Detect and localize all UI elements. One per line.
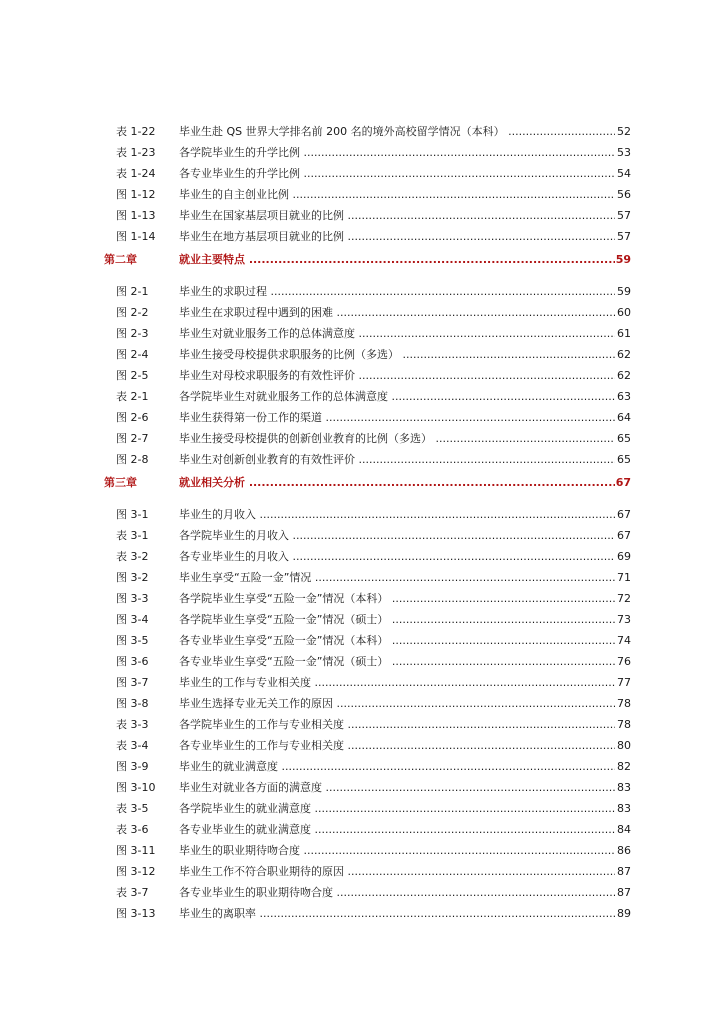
toc-entry-title: 各学院毕业生享受“五险一金”情况（硕士） .....	[179, 609, 615, 630]
toc-entry[interactable]	[0, 714, 724, 735]
toc-entry-title: 各专业毕业生的月收入 .....	[179, 546, 615, 567]
toc-entry-title: 各学院毕业生享受“五险一金”情况（本科） .....	[179, 588, 615, 609]
toc-entry-page: 61	[617, 327, 631, 340]
toc-entry-page: 69	[617, 550, 631, 563]
toc-entry-title: 各专业毕业生享受“五险一金”情况（硕士） .....	[179, 651, 615, 672]
toc-entry-label: 图 2-6	[116, 411, 149, 424]
toc-entry-page: 82	[617, 760, 631, 773]
toc-chapter-heading[interactable]	[0, 472, 724, 494]
toc-entry-page: 65	[617, 432, 631, 445]
toc-entry[interactable]	[0, 386, 724, 407]
toc-entry-page: 54	[617, 167, 631, 180]
toc-entry[interactable]	[0, 903, 724, 924]
toc-entry-label: 图 3-10	[116, 781, 156, 794]
toc-entry-title: 毕业生对就业各方面的满意度 .....	[179, 777, 615, 798]
toc-entry-title: 毕业生接受母校提供的创新创业教育的比例（多选） .....	[179, 428, 615, 449]
toc-entry[interactable]	[0, 121, 724, 142]
toc-entry-label: 图 3-3	[116, 592, 149, 605]
toc-entry[interactable]	[0, 449, 724, 470]
toc-entry[interactable]	[0, 205, 724, 226]
toc-entry-label: 图 3-5	[116, 634, 149, 647]
toc-entry-page: 86	[617, 844, 631, 857]
toc-entry-page: 60	[617, 306, 631, 319]
toc-entry[interactable]	[0, 735, 724, 756]
toc-entry-label: 表 3-1	[116, 529, 149, 542]
toc-entry-page: 72	[617, 592, 631, 605]
toc-entry-label: 图 3-8	[116, 697, 149, 710]
toc-entry-title: 各学院毕业生的就业满意度 .....	[179, 798, 615, 819]
toc-entry-title: 毕业生对就业服务工作的总体满意度 .....	[179, 323, 615, 344]
toc-entry-label: 表 1-23	[116, 146, 156, 159]
toc-chapter-heading[interactable]	[0, 249, 724, 271]
toc-entry[interactable]	[0, 344, 724, 365]
toc-entry-title: 毕业生的工作与专业相关度 .....	[179, 672, 615, 693]
toc-entry[interactable]	[0, 588, 724, 609]
toc-entry-title: 各学院毕业生的升学比例 .....	[179, 142, 615, 163]
toc-entry-page: 62	[617, 369, 631, 382]
toc-entry[interactable]	[0, 546, 724, 567]
toc-entry-page: 59	[617, 285, 631, 298]
toc-entry-title: 各学院毕业生对就业服务工作的总体满意度 .....	[179, 386, 615, 407]
toc-entry-page: 67	[617, 529, 631, 542]
toc-chapter-title: 就业相关分析 .....	[179, 472, 615, 493]
toc-entry-title: 各专业毕业生的就业满意度 .....	[179, 819, 615, 840]
toc-entry[interactable]	[0, 226, 724, 247]
toc-entry-label: 表 3-5	[116, 802, 149, 815]
toc-entry-page: 84	[617, 823, 631, 836]
toc-entry-label: 表 2-1	[116, 390, 149, 403]
toc-entry[interactable]	[0, 281, 724, 302]
toc-entry-page: 83	[617, 781, 631, 794]
toc-entry-title: 各专业毕业生的职业期待吻合度 .....	[179, 882, 615, 903]
toc-entry-title: 毕业生的职业期待吻合度 .....	[179, 840, 615, 861]
toc-entry[interactable]	[0, 323, 724, 344]
toc-entry-page: 78	[617, 718, 631, 731]
toc-entry[interactable]	[0, 428, 724, 449]
toc-entry-label: 图 2-7	[116, 432, 149, 445]
toc-entry[interactable]	[0, 777, 724, 798]
toc-entry-page: 53	[617, 146, 631, 159]
toc-entry-label: 图 1-12	[116, 188, 156, 201]
toc-entry-label: 图 2-2	[116, 306, 149, 319]
toc-entry[interactable]	[0, 840, 724, 861]
toc-entry-label: 图 3-4	[116, 613, 149, 626]
toc-entry-title: 毕业生在国家基层项目就业的比例 .....	[179, 205, 615, 226]
toc-entry-page: 74	[617, 634, 631, 647]
toc-entry-title: 毕业生的月收入 .....	[179, 504, 615, 525]
toc-entry-label: 图 3-9	[116, 760, 149, 773]
toc-entry-label: 图 3-13	[116, 907, 156, 920]
toc-entry-label: 表 3-7	[116, 886, 149, 899]
toc-entry-label: 图 3-12	[116, 865, 156, 878]
toc-entry-label: 图 2-4	[116, 348, 149, 361]
toc-entry[interactable]	[0, 163, 724, 184]
toc-entry[interactable]	[0, 302, 724, 323]
toc-entry-label: 图 1-13	[116, 209, 156, 222]
toc-entry-title: 毕业生选择专业无关工作的原因 .....	[179, 693, 615, 714]
toc-entry[interactable]	[0, 882, 724, 903]
toc-entry[interactable]	[0, 672, 724, 693]
toc-entry-page: 64	[617, 411, 631, 424]
toc-entry-title: 毕业生赴 QS 世界大学排名前 200 名的境外高校留学情况（本科） .....	[179, 121, 615, 142]
toc-entry-page: 57	[617, 230, 631, 243]
toc-entry-label: 表 1-22	[116, 125, 156, 138]
toc-entry-title: 各专业毕业生享受“五险一金”情况（本科） .....	[179, 630, 615, 651]
toc-chapter-label: 第三章	[104, 476, 137, 489]
toc-entry-label: 图 3-1	[116, 508, 149, 521]
toc-entry[interactable]	[0, 798, 724, 819]
toc-entry-title: 毕业生对创新创业教育的有效性评价 .....	[179, 449, 615, 470]
toc-entry-label: 图 2-8	[116, 453, 149, 466]
toc-entry[interactable]	[0, 142, 724, 163]
toc-entry-title: 毕业生的离职率 .....	[179, 903, 615, 924]
toc-entry-title: 各学院毕业生的月收入 .....	[179, 525, 615, 546]
toc-entry-page: 71	[617, 571, 631, 584]
table-of-contents	[0, 121, 724, 924]
toc-entry-title: 各学院毕业生的工作与专业相关度 .....	[179, 714, 615, 735]
toc-entry[interactable]	[0, 407, 724, 428]
toc-entry[interactable]	[0, 693, 724, 714]
toc-entry-page: 67	[617, 508, 631, 521]
toc-entry[interactable]	[0, 861, 724, 882]
toc-entry-label: 图 3-7	[116, 676, 149, 689]
toc-entry-page: 62	[617, 348, 631, 361]
toc-entry-label: 表 3-2	[116, 550, 149, 563]
toc-entry-page: 63	[617, 390, 631, 403]
toc-chapter-label: 第二章	[104, 253, 137, 266]
toc-chapter-page: 67	[615, 476, 631, 489]
toc-entry-title: 毕业生享受“五险一金”情况 .....	[179, 567, 615, 588]
toc-entry-title: 毕业生的自主创业比例 .....	[179, 184, 615, 205]
toc-chapter-title: 就业主要特点 .....	[179, 249, 615, 270]
toc-entry-page: 73	[617, 613, 631, 626]
toc-entry[interactable]	[0, 819, 724, 840]
toc-entry-page: 78	[617, 697, 631, 710]
toc-entry-page: 65	[617, 453, 631, 466]
toc-entry-page: 87	[617, 886, 631, 899]
toc-entry-page: 80	[617, 739, 631, 752]
toc-entry[interactable]	[0, 184, 724, 205]
toc-entry-label: 图 1-14	[116, 230, 156, 243]
toc-entry-page: 89	[617, 907, 631, 920]
toc-entry-label: 表 1-24	[116, 167, 156, 180]
toc-entry-page: 52	[617, 125, 631, 138]
toc-entry-page: 77	[617, 676, 631, 689]
toc-entry-page: 57	[617, 209, 631, 222]
toc-entry-title: 毕业生获得第一份工作的渠道 .....	[179, 407, 615, 428]
toc-entry-title: 毕业生工作不符合职业期待的原因 .....	[179, 861, 615, 882]
toc-entry-title: 毕业生对母校求职服务的有效性评价 .....	[179, 365, 615, 386]
toc-entry[interactable]	[0, 756, 724, 777]
toc-entry-label: 表 3-6	[116, 823, 149, 836]
toc-entry-label: 图 3-11	[116, 844, 156, 857]
toc-chapter-page: 59	[615, 253, 631, 266]
toc-entry-label: 表 3-4	[116, 739, 149, 752]
toc-entry-title: 毕业生在求职过程中遇到的困难 .....	[179, 302, 615, 323]
toc-entry-title: 毕业生接受母校提供求职服务的比例（多选） .....	[179, 344, 615, 365]
toc-entry[interactable]	[0, 630, 724, 651]
toc-entry[interactable]	[0, 651, 724, 672]
toc-entry-label: 图 3-6	[116, 655, 149, 668]
toc-entry[interactable]	[0, 567, 724, 588]
toc-entry-page: 56	[617, 188, 631, 201]
toc-entry-label: 图 2-3	[116, 327, 149, 340]
toc-entry-title: 毕业生在地方基层项目就业的比例 .....	[179, 226, 615, 247]
toc-entry[interactable]	[0, 609, 724, 630]
toc-entry-label: 图 2-5	[116, 369, 149, 382]
toc-entry-page: 76	[617, 655, 631, 668]
toc-entry-label: 图 2-1	[116, 285, 149, 298]
toc-entry[interactable]	[0, 525, 724, 546]
toc-entry[interactable]	[0, 365, 724, 386]
toc-entry[interactable]	[0, 504, 724, 525]
toc-entry-title: 各专业毕业生的工作与专业相关度 .....	[179, 735, 615, 756]
toc-entry-label: 图 3-2	[116, 571, 149, 584]
toc-entry-page: 83	[617, 802, 631, 815]
toc-entry-title: 毕业生的求职过程 .....	[179, 281, 615, 302]
toc-entry-title: 毕业生的就业满意度 .....	[179, 756, 615, 777]
toc-entry-title: 各专业毕业生的升学比例 .....	[179, 163, 615, 184]
toc-entry-label: 表 3-3	[116, 718, 149, 731]
toc-entry-page: 87	[617, 865, 631, 878]
